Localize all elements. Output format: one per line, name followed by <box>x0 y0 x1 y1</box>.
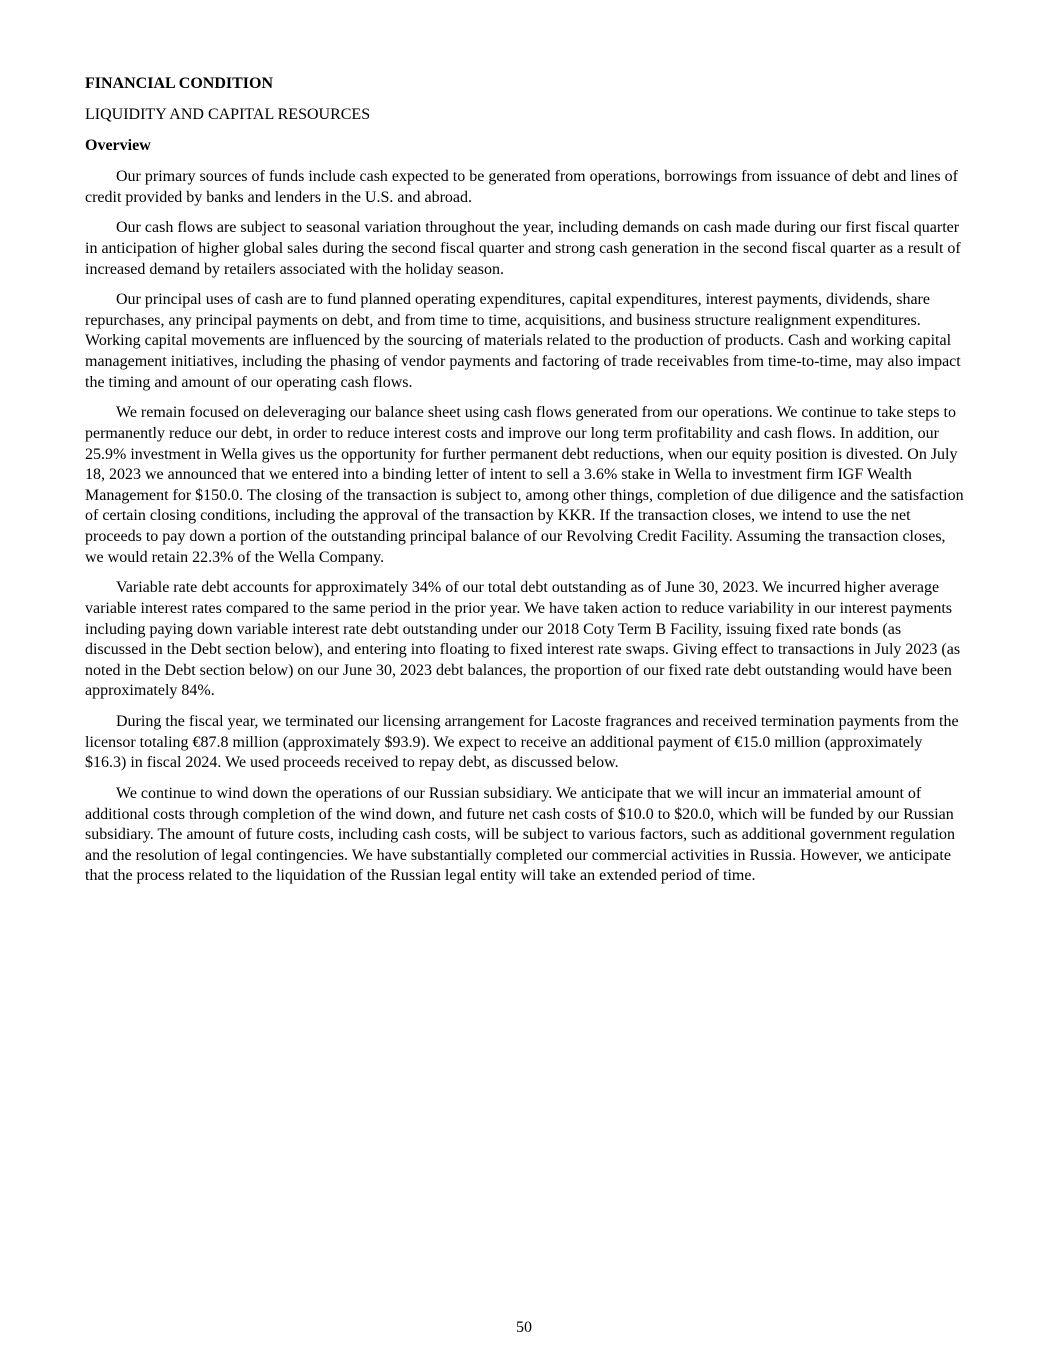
paragraph-lacoste-termination: During the fiscal year, we terminated our licensing arrangement for Lacoste fragrances and received termination payments from the licensor totaling €87.8 million (approximately $93.9). We expect to receive an additional payment of €15.0 million (approximately $16.3) in fiscal 2024. We used proceeds received to repay debt, as discussed below. <box>85 713 959 772</box>
page-number: 50 <box>516 1319 532 1336</box>
paragraph-variable-rate-debt: Variable rate debt accounts for approximately 34% of our total debt outstanding as of June 30, 2023. We incurred higher average variable interest rates compared to the same period in the prior year. We have taken action to reduce variability in our interest payments including paying down variable interest rate debt outstanding under our 2018 Coty Term B Facility, issuing fixed rate bonds (as discussed in the Debt section below), and entering into floating to fixed interest rate swaps. Giving effect to transactions in July 2023 (as noted in the Debt section below) on our June 30, 2023 debt balances, the proportion of our fixed rate debt outstanding would have been approximately 84%. <box>85 579 961 700</box>
paragraph-seasonal-variation: Our cash flows are subject to seasonal variation throughout the year, including demands on cash made during our first fiscal quarter in anticipation of higher global sales during the second fiscal quarter and strong cash generation in the second fiscal quarter as a result of increased demand by retailers associated with the holiday season. <box>85 219 961 278</box>
paragraph-uses-of-cash: Our principal uses of cash are to fund planned operating expenditures, capital expenditures, interest payments, dividends, share repurchases, any principal payments on debt, and from time to time, acquisitions, and business structure realignment expenditures. Working capital movements are influenced by the sourcing of materials related to the production of products. Cash and working capital management initiatives, including the phasing of vendor payments and factoring of trade receivables from time-to-time, may also impact the timing and amount of our operating cash flows. <box>85 291 961 391</box>
overview-heading: Overview <box>85 136 151 154</box>
paragraph-deleveraging: We remain focused on deleveraging our balance sheet using cash flows generated from our operations. We continue to take steps to permanently reduce our debt, in order to reduce interest costs and improve our long term profitability and cash flows. In addition, our 25.9% investment in Wella gives us the opportunity for further permanent debt reductions, when our equity position is divested. On July 18, 2023 we announced that we entered into a binding letter of intent to sell a 3.6% stake in Wella to investment firm IGF Wealth Management for $150.0. The closing of the transaction is subject to, among other things, completion of due diligence and the satisfaction of certain closing conditions, including the approval of the transaction by KKR. If the transaction closes, we intend to use the net proceeds to pay down a portion of the outstanding principal balance of our Revolving Credit Facility. Assuming the transaction closes, we would retain 22.3% of the Wella Company. <box>85 404 964 566</box>
page-content <box>85 74 965 897</box>
paragraph-russian-subsidiary: We continue to wind down the operations of our Russian subsidiary. We anticipate that we will incur an immaterial amount of additional costs through completion of the wind down, and future net cash costs of $10.0 to $20.0, which will be funded by our Russian subsidiary. The amount of future costs, including cash costs, will be subject to various factors, such as additional government regulation and the resolution of legal contingencies. We have substantially completed our commercial activities in Russia. However, we anticipate that the process related to the liquidation of the Russian legal entity will take an extended period of time. <box>85 785 956 885</box>
paragraph-sources-of-funds: Our primary sources of funds include cash expected to be generated from operations, borrowings from issuance of debt and lines of credit provided by banks and lenders in the U.S. and abroad. <box>85 167 958 206</box>
subsection-title: LIQUIDITY AND CAPITAL RESOURCES <box>85 105 371 123</box>
section-title: FINANCIAL CONDITION <box>85 75 274 92</box>
